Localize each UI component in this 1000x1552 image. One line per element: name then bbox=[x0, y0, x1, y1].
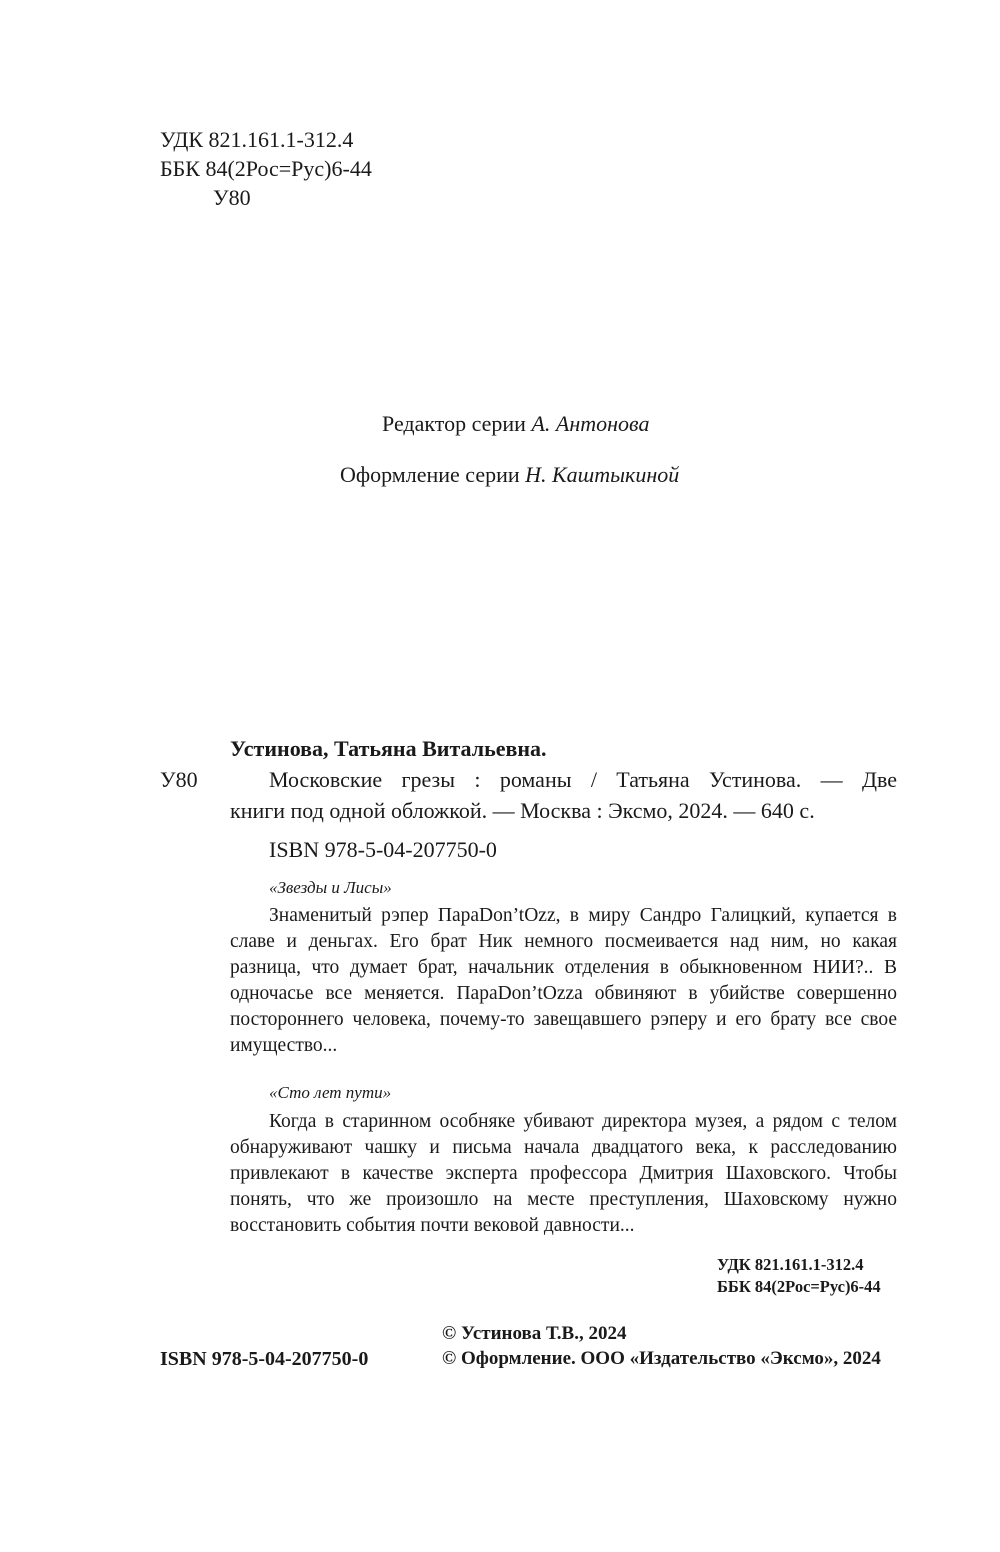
udk-bottom: УДК 821.161.1-312.4 bbox=[717, 1255, 864, 1274]
catalog-code: У80 bbox=[160, 767, 198, 792]
catalog-isbn: ISBN 978-5-04-207750-0 bbox=[269, 837, 497, 862]
design-name: Н. Каштыкиной bbox=[525, 462, 680, 487]
copyright-design: © Оформление. ООО «Издательство «Эксмо», 2024 bbox=[442, 1348, 881, 1369]
series-editor bbox=[382, 410, 649, 438]
udk-header: УДК 821.161.1-312.4 bbox=[160, 127, 354, 152]
bbk-bottom: ББК 84(2Рос=Рус)6-44 bbox=[717, 1277, 881, 1296]
annotation-text-2: Когда в старинном особняке убивают директора музея, а рядом с телом обнаруживают чашку и письма начала двадцатого века, к расследованию привлекают в качестве эксперта профессора Дмитрия Шаховского. Чтобы понять, что же произошло на месте преступления, Шаховскому нужно восстановить события почти вековой давности... bbox=[230, 1111, 897, 1236]
catalog-title-line1: Московские грезы : романы / Татьяна Устинова. — Две bbox=[269, 767, 897, 792]
annotation-text-1: Знаменитый рэпер ПараDon’tOzz, в миру Сандро Галицкий, купается в славе и деньгах. Его брат Ник немного посмеивается над ним, но какая разница, что думает брат, начальник отделения в обыкновенном НИИ?.. В одночасье все меняется. ПараDon’tOzzа обвиняют в убийстве совершенно постороннего человека, почему-то завещавшего рэперу и его брату все свое имущество... bbox=[230, 905, 897, 1056]
design-label: Оформление серии bbox=[340, 462, 520, 487]
annotation-title-2: «Сто лет пути» bbox=[269, 1083, 392, 1102]
bbk-header: ББК 84(2Рос=Рус)6-44 bbox=[160, 156, 372, 181]
footer-isbn: ISBN 978-5-04-207750-0 bbox=[160, 1348, 369, 1370]
editor-name: А. Антонова bbox=[531, 411, 650, 436]
annotation-title-1: «Звезды и Лисы» bbox=[269, 878, 392, 897]
copyright-author: © Устинова Т.В., 2024 bbox=[442, 1323, 627, 1344]
catalog-author: Устинова, Татьяна Витальевна. bbox=[230, 736, 547, 761]
catalog-title-line2: книги под одной обложкой. — Москва : Эксмо, 2024. — 640 с. bbox=[230, 798, 815, 823]
author-code-header: У80 bbox=[213, 185, 251, 210]
editor-label: Редактор серии bbox=[382, 411, 526, 436]
series-design bbox=[340, 461, 679, 489]
